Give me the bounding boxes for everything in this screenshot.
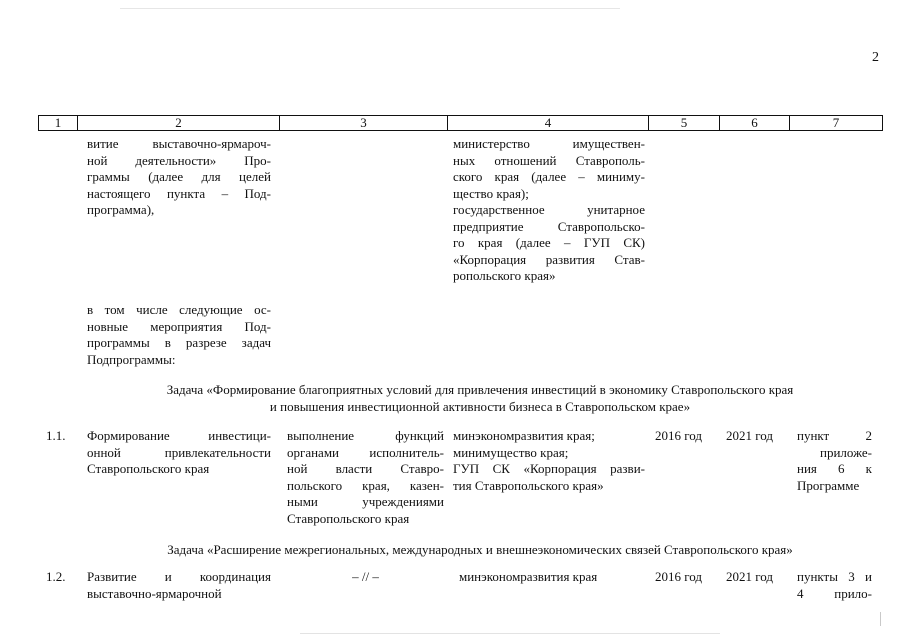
text-line: новные мероприятия Под- bbox=[87, 318, 271, 334]
row-number: 1.2. bbox=[46, 569, 66, 584]
row12-funding: – // – bbox=[352, 569, 379, 584]
text-line: ГУП СК «Корпорация разви- bbox=[453, 461, 645, 476]
text-line: Ставропольского края bbox=[287, 510, 410, 526]
text-line: граммы (далее для целей bbox=[87, 169, 271, 184]
row12-description bbox=[87, 569, 271, 602]
text-line: настоящего пункта – Под- bbox=[87, 185, 271, 201]
task-heading-2: Задача «Расширение межрегиональных, международных и внешнеэкономических связей Ставропольского края» bbox=[167, 542, 793, 557]
text-line: Формирование инвестици- bbox=[87, 428, 271, 443]
scan-artifact bbox=[120, 8, 620, 9]
text-line: щество края); bbox=[453, 185, 529, 201]
text-line: 4 прило- bbox=[797, 585, 872, 601]
row11-link bbox=[797, 428, 872, 494]
text-line: ными учреждениями bbox=[287, 494, 444, 509]
text-line: Подпрограммы: bbox=[87, 351, 176, 367]
text-line: ной деятельности» Про- bbox=[87, 152, 271, 168]
block0-responsible bbox=[453, 136, 645, 285]
row11-responsible bbox=[453, 428, 645, 494]
row11-funding bbox=[287, 428, 444, 527]
page-number: 2 bbox=[872, 50, 879, 65]
text-line: пункт 2 bbox=[797, 428, 872, 443]
text-line: ропольского края» bbox=[453, 268, 556, 283]
text-line: в том числе следующие ос- bbox=[87, 302, 271, 317]
text-line: го края (далее – ГУП СК) bbox=[453, 235, 645, 250]
text-line: ной власти Ставро- bbox=[287, 461, 444, 476]
text-line: ных отношений Ставрополь- bbox=[453, 152, 645, 168]
row11-start-year: 2016 год bbox=[655, 428, 702, 443]
text-line: ского края (далее – миниму- bbox=[453, 169, 645, 184]
text-line: витие выставочно-ярмароч- bbox=[87, 136, 271, 151]
header-col-5: 5 bbox=[649, 116, 720, 130]
row12-responsible: минэкономразвития края bbox=[459, 569, 598, 584]
text-line: минимущество края; bbox=[453, 444, 569, 460]
text-line: тия Ставропольского края» bbox=[453, 477, 604, 493]
text-line: предприятие Ставропольско- bbox=[453, 218, 645, 234]
header-col-2: 2 bbox=[78, 116, 280, 130]
text-line: программы в разрезе задач bbox=[87, 335, 271, 350]
header-col-4: 4 bbox=[448, 116, 649, 130]
scan-artifact bbox=[300, 633, 720, 634]
block1-description bbox=[87, 302, 271, 368]
text-line: органами исполнитель- bbox=[287, 444, 444, 460]
text-line: министерство имуществен- bbox=[453, 136, 645, 151]
row-number: 1.1. bbox=[46, 428, 66, 443]
scan-artifact bbox=[880, 612, 881, 626]
text-line: Задача «Формирование благоприятных условий для привлечения инвестиций в экономику Ставропольского края bbox=[166, 382, 794, 397]
row12-start-year: 2016 год bbox=[655, 569, 702, 584]
row11-description bbox=[87, 428, 271, 478]
header-col-1: 1 bbox=[39, 116, 78, 130]
block0-description bbox=[87, 136, 271, 219]
text-line: Программе bbox=[797, 477, 860, 493]
header-col-3: 3 bbox=[280, 116, 448, 130]
text-line: «Корпорация развития Став- bbox=[453, 251, 645, 267]
text-line: минэкономразвития края; bbox=[453, 428, 595, 443]
text-line: программа), bbox=[87, 202, 155, 217]
row12-end-year: 2021 год bbox=[726, 569, 773, 584]
text-line: пункты 3 и bbox=[797, 569, 872, 584]
text-line: выполнение функций bbox=[287, 428, 444, 443]
table-header-row bbox=[38, 115, 883, 131]
text-line: и повышения инвестиционной активности бизнеса в Ставропольском крае» bbox=[269, 398, 691, 414]
text-line: ния 6 к bbox=[797, 461, 872, 476]
task-heading-1 bbox=[60, 382, 900, 415]
row11-end-year: 2021 год bbox=[726, 428, 773, 443]
text-line: приложе- bbox=[820, 444, 872, 460]
row12-link bbox=[797, 569, 872, 602]
text-line: Развитие и координация bbox=[87, 569, 271, 584]
text-line: Ставропольского края bbox=[87, 461, 210, 476]
text-line: польского края, казен- bbox=[287, 477, 444, 493]
text-line: выставочно-ярмарочной bbox=[87, 585, 222, 601]
text-line: государственное унитарное bbox=[453, 202, 645, 217]
text-line: онной привлекательности bbox=[87, 444, 271, 460]
header-col-6: 6 bbox=[720, 116, 790, 130]
header-col-7: 7 bbox=[832, 115, 840, 130]
